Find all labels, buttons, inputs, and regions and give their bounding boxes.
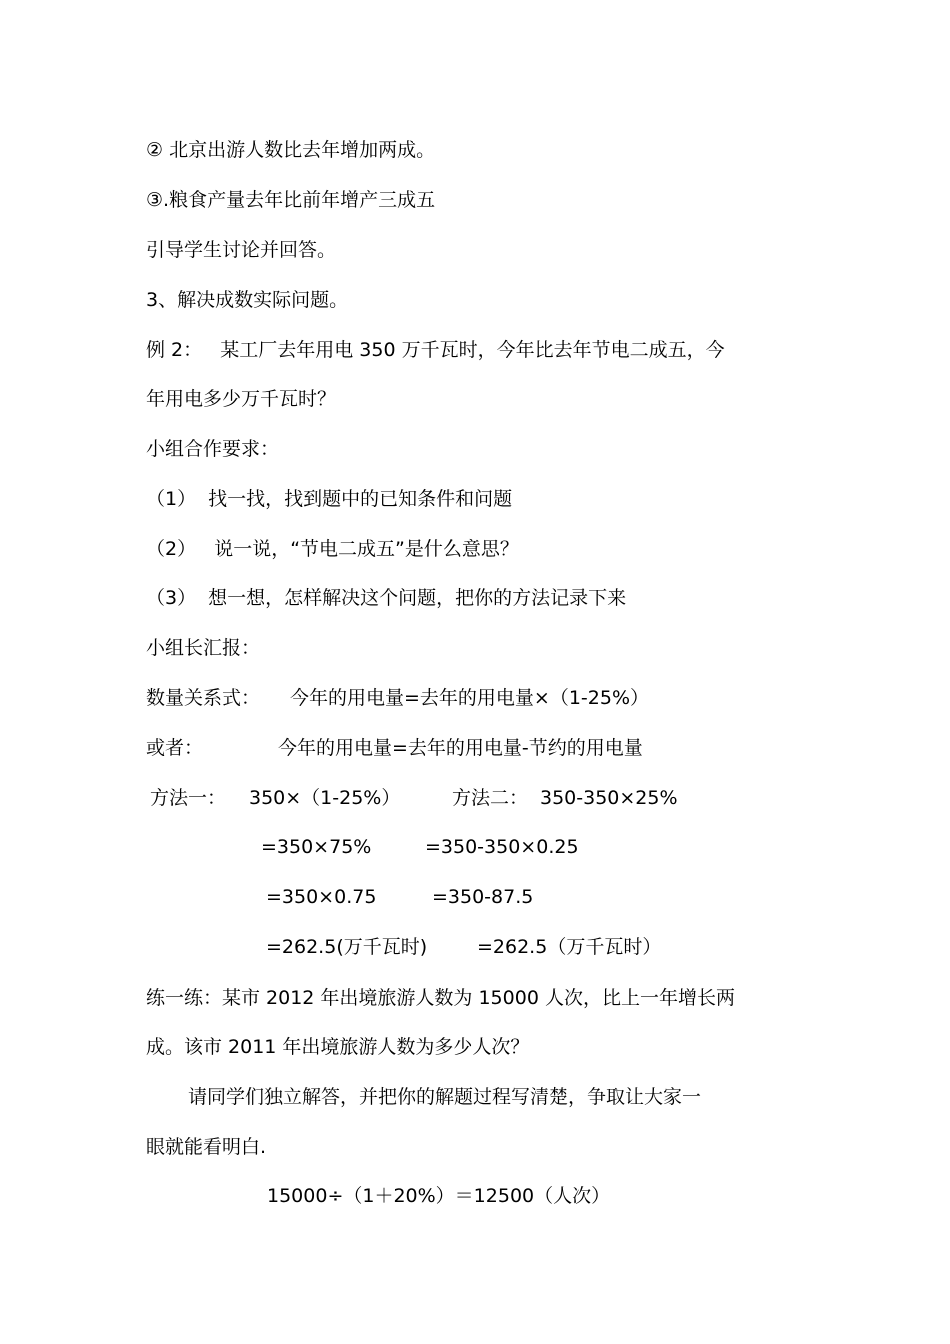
requirement-2: （2） 说一说，“节电二成五”是什么意思？ xyxy=(146,538,519,560)
example-2-line-1: 例 2： 某工厂去年用电 350 万千瓦时，今年比去年节电二成五，今 xyxy=(146,339,725,361)
method-1-step-4: =262.5(万千瓦时) xyxy=(266,936,428,958)
method-2-step-2: =350-350×0.25 xyxy=(425,836,579,858)
practice-answer: 15000÷（1＋20%）＝12500（人次） xyxy=(267,1185,611,1207)
method-2-label: 方法二： xyxy=(452,787,529,809)
or-label: 或者： xyxy=(146,737,204,759)
example-2-line-2: 年用电多少万千瓦时？ xyxy=(146,388,337,410)
practice-line-1: 练一练：某市 2012 年出境旅游人数为 15000 人次，比上一年增长两 xyxy=(146,987,735,1009)
relation-label: 数量关系式： xyxy=(146,687,261,709)
practice-line-2: 成。该市 2011 年出境旅游人数为多少人次？ xyxy=(146,1036,530,1058)
instruction-line-1: 请同学们独立解答，并把你的解题过程写清楚，争取让大家一 xyxy=(188,1086,702,1108)
group-requirement-heading: 小组合作要求： xyxy=(146,438,280,460)
method-2-step-1: 350-350×25% xyxy=(540,787,678,809)
item-3-text: ③.粮食产量去年比前年增产三成五 xyxy=(146,189,436,211)
leader-report-heading: 小组长汇报： xyxy=(146,637,261,659)
requirement-1: （1） 找一找，找到题中的已知条件和问题 xyxy=(146,488,513,510)
method-1-label: 方法一： xyxy=(150,787,227,809)
requirement-3: （3） 想一想，怎样解决这个问题，把你的方法记录下来 xyxy=(146,587,627,609)
method-2-step-4: =262.5（万千瓦时） xyxy=(477,936,662,958)
instruction-line-2: 眼就能看明白. xyxy=(146,1136,267,1158)
method-1-step-1: 350×（1-25%） xyxy=(249,787,401,809)
section-3-heading: 3、解决成数实际问题。 xyxy=(146,289,349,311)
guide-text: 引导学生讨论并回答。 xyxy=(146,239,337,261)
relation-formula: 今年的用电量=去年的用电量×（1-25%） xyxy=(290,687,650,709)
method-1-step-3: =350×0.75 xyxy=(266,886,377,908)
method-1-step-2: =350×75% xyxy=(261,836,372,858)
item-2-text: ② 北京出游人数比去年增加两成。 xyxy=(146,139,436,161)
method-2-step-3: =350-87.5 xyxy=(432,886,534,908)
or-formula: 今年的用电量=去年的用电量-节约的用电量 xyxy=(278,737,643,759)
